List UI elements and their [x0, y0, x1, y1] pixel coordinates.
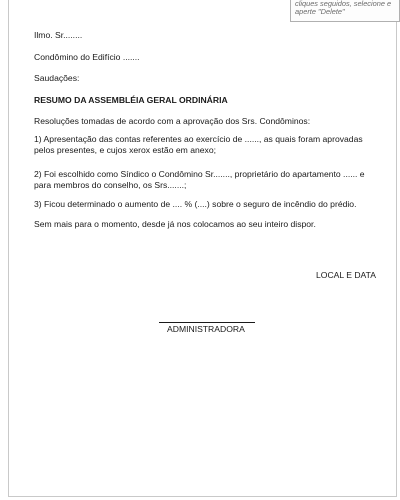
instruction-note — [290, 0, 400, 22]
document-page — [8, 0, 397, 497]
resolution-item-1: 1) Apresentação das contas referentes ao exercício de ......, as quais foram aprovadas pelos presentes, e cujos xerox estão em anexo; — [34, 134, 363, 155]
place-and-date: LOCAL E DATA — [315, 270, 376, 280]
condominium-line: Condômino do Edifício ....... — [34, 52, 140, 62]
salutation: Ilmo. Sr........ — [34, 30, 83, 40]
note-line-2: aperte "Delete" — [295, 7, 345, 17]
greeting: Saudações: — [34, 73, 80, 83]
signature-name: ADMINISTRADORA — [167, 324, 245, 334]
signature-line — [159, 322, 255, 323]
closing-paragraph: Sem mais para o momento, desde já nos colocamos ao seu inteiro dispor. — [34, 219, 316, 229]
resolution-item-2: 2) Foi escolhido como Síndico o Condômino Sr......., proprietário do apartamento ...... e para membros do conselho, os Srs.......; — [34, 169, 365, 190]
letter-title: RESUMO DA ASSEMBLÉIA GERAL ORDINÁRIA — [34, 95, 228, 105]
resolution-item-3: 3) Ficou determinado o aumento de .... % (....) sobre o seguro de incêndio do prédio. — [34, 199, 357, 209]
note-line-1: cliques seguidos, selecione e — [295, 0, 392, 8]
intro-paragraph: Resoluções tomadas de acordo com a aprovação dos Srs. Condôminos: — [34, 116, 311, 126]
